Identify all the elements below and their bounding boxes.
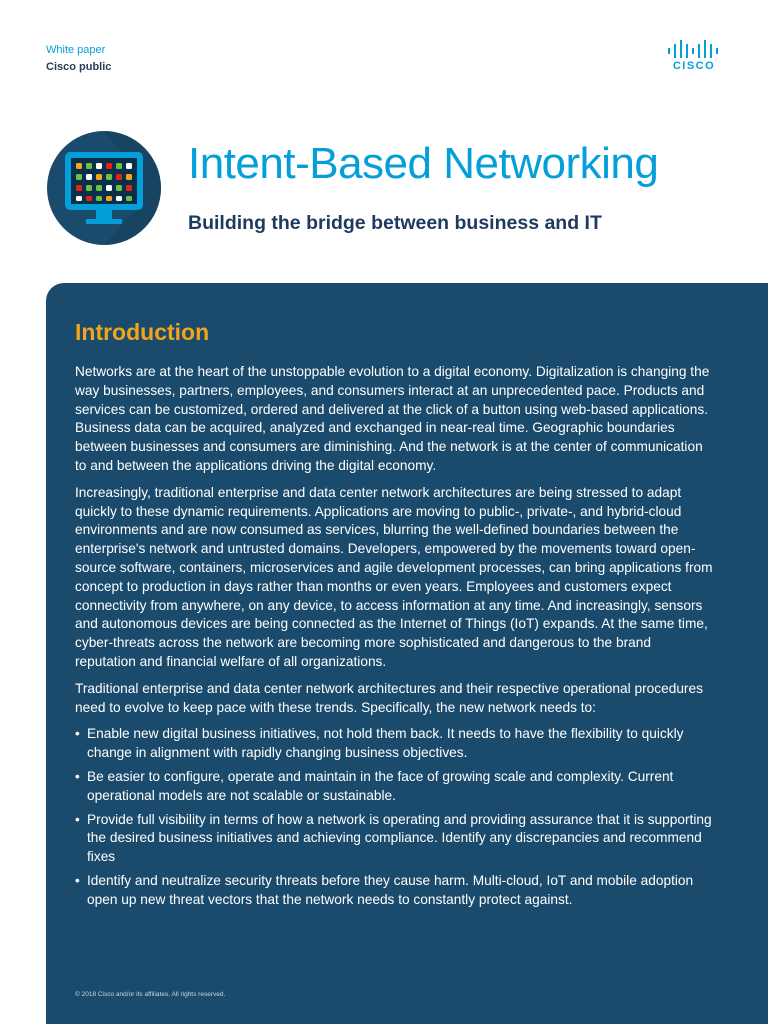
list-item — [75, 768, 715, 806]
list-item-text: Provide full visibility in terms of how a network is operating and providing assurance that it is supporting the desired business initiatives and achieving compliance. Identify any discrepancies and recommend fixes — [87, 811, 712, 865]
list-item-text: Enable new digital business initiatives, not hold them back. It needs to have the flexibility to quickly change in alignment with rapidly changing business objectives. — [87, 726, 684, 761]
paragraph: Traditional enterprise and data center network architectures and their respective operational procedures need to evolve to keep pace with these trends. Specifically, the new network needs to: — [75, 680, 703, 715]
body-text — [75, 363, 715, 915]
bullet-icon: • — [75, 768, 80, 784]
paragraph: Networks are at the heart of the unstoppable evolution to a digital economy. Digitalization is changing the way businesses, partners, employees, and consumers interact at an unprecedented pace. Products and services can be customized, ordered and delivered at the click of a button using web-based applications. Business data can be acquired, analyzed and exchanged in near-real time. Geographic boundaries between businesses and consumers are diminishing. And the network is at the center of communication to and between the applications driving the digital economy. — [75, 364, 710, 473]
logo-wordmark: CISCO — [672, 60, 716, 72]
classification-label: Cisco public — [46, 61, 112, 73]
doc-type-label: White paper — [46, 44, 106, 56]
bullet-icon: • — [75, 726, 80, 742]
paragraph: Increasingly, traditional enterprise and data center network architectures are being stressed to adapt quickly to these dynamic requirements. Applications are moving to public-, private-, and hybrid-cloud environments and are now consumed as services, blurring the well-defined boundaries between the enterprise's network and untrusted domains. Developers, empowered by the movements toward open-source software, containers, microservices and agile development processes, can bring applications from concept to production in days rather than months or even years. Employees and customers expect connectivity from anywhere, on any device, to access information at any time. And increasingly, sensors and autonomous devices are being connected as the Internet of Things (IoT) expands. At the same time, cyber-threats across the network are becoming more sophisticated and dangerous to the brand reputation and financial welfare of all organizations. — [75, 484, 713, 669]
copyright-notice: © 2018 Cisco and/or its affiliates. All rights reserved. — [75, 991, 226, 998]
monitor-dashboard-icon — [46, 130, 162, 246]
bullet-icon: • — [75, 811, 80, 827]
list-item-text: Identify and neutralize security threats before they cause harm. Multi-cloud, IoT and mobile adoption open up new threat vectors that the network needs to constantly protect against. — [87, 872, 694, 907]
list-item — [75, 811, 715, 867]
bullet-icon: • — [75, 872, 80, 888]
cisco-logo — [664, 40, 724, 74]
list-item — [75, 872, 715, 910]
list-item-text: Be easier to configure, operate and maintain in the face of growing scale and complexity. Current operational models are not scalable or sustainable. — [87, 768, 674, 803]
requirements-list — [75, 725, 715, 909]
cisco-bars-icon — [664, 40, 724, 58]
document-subtitle: Building the bridge between business and IT — [188, 212, 602, 234]
document-title: Intent-Based Networking — [188, 139, 659, 188]
list-item — [75, 725, 715, 763]
content-panel — [46, 283, 768, 1024]
section-heading: Introduction — [75, 319, 210, 345]
